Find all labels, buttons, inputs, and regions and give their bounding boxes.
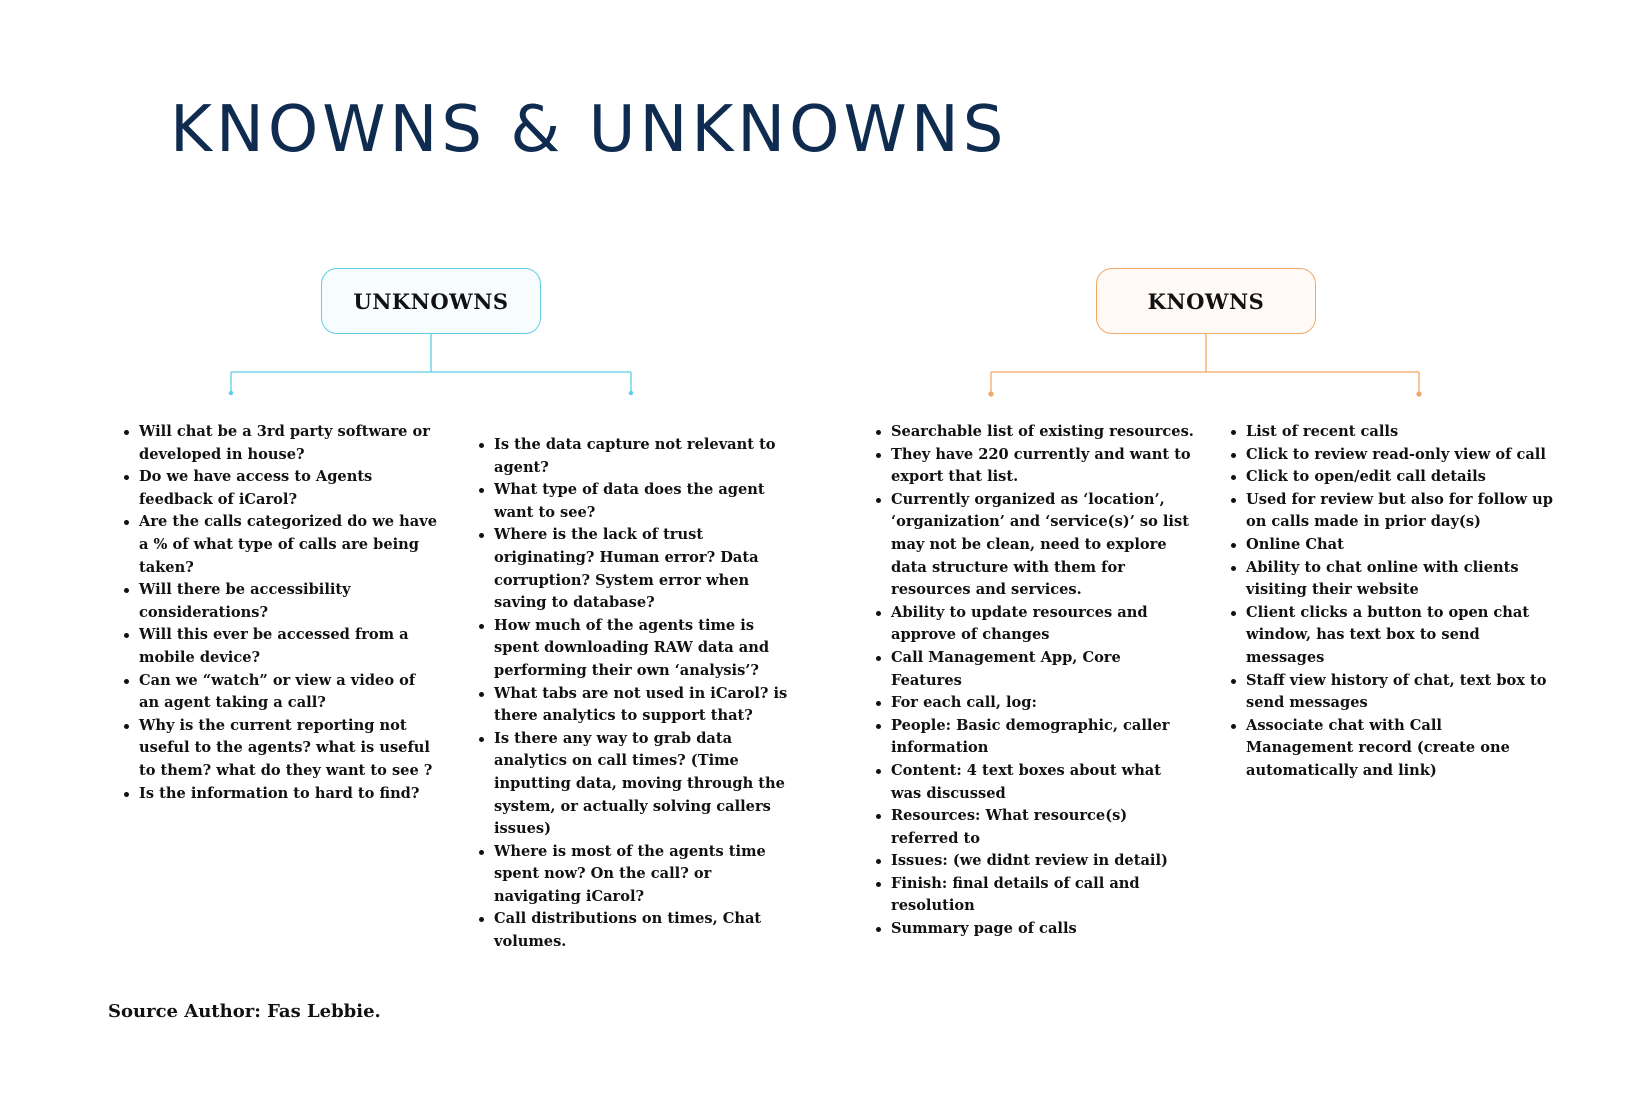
list-item: Click to open/edit call details [1231, 466, 1553, 489]
unknowns-list-right [479, 434, 797, 954]
source-author: Source Author: Fas Lebbie. [108, 1001, 381, 1022]
unknowns-connector [231, 334, 631, 392]
list-item: Where is most of the agents time spent now? On the call? or navigating iCarol? [479, 841, 797, 909]
list-item: Resources: What resource(s) referred to [876, 805, 1194, 850]
knowns-list-left [876, 421, 1194, 941]
list-item: Currently organized as ‘location’, ‘organization’ and ‘service(s)’ so list may not be clean, need to explore data structure with them for resources and services. [876, 489, 1194, 602]
list-item: For each call, log: [876, 692, 1194, 715]
list-item: Call Management App, Core Features [876, 647, 1194, 692]
knowns-connector [991, 334, 1419, 392]
list-item: Ability to chat online with clients visiting their website [1231, 557, 1553, 602]
list-item: Associate chat with Call Management record (create one automatically and link) [1231, 715, 1553, 783]
list-item: Is there any way to grab data analytics on call times? (Time inputting data, moving through the system, or actually solving callers issues) [479, 728, 797, 841]
list-item: Can we “watch” or view a video of an agent taking a call? [124, 670, 440, 715]
list-item: Will chat be a 3rd party software or developed in house? [124, 421, 440, 466]
list-item: Why is the current reporting not useful to the agents? what is useful to them? what do they want to see ? [124, 715, 440, 783]
list-item: Used for review but also for follow up on calls made in prior day(s) [1231, 489, 1553, 534]
list-item: Issues: (we didnt review in detail) [876, 850, 1194, 873]
unknowns-right-node [629, 391, 633, 395]
list-item: What tabs are not used in iCarol? is there analytics to support that? [479, 683, 797, 728]
knowns-list-right [1231, 421, 1553, 783]
list-item: Will there be accessibility considerations? [124, 579, 440, 624]
list-item: Is the information to hard to find? [124, 783, 440, 806]
list-item: Online Chat [1231, 534, 1553, 557]
unknowns-box: UNKNOWNS [321, 268, 541, 334]
list-item: What type of data does the agent want to see? [479, 479, 797, 524]
list-item: People: Basic demographic, caller information [876, 715, 1194, 760]
list-item: Summary page of calls [876, 918, 1194, 941]
list-item: Is the data capture not relevant to agent? [479, 434, 797, 479]
list-item: How much of the agents time is spent downloading RAW data and performing their own ‘analysis’? [479, 615, 797, 683]
knowns-box: KNOWNS [1096, 268, 1316, 334]
list-item: They have 220 currently and want to export that list. [876, 444, 1194, 489]
list-item: Content: 4 text boxes about what was discussed [876, 760, 1194, 805]
knowns-right-node [1416, 391, 1421, 396]
list-item: Call distributions on times, Chat volumes. [479, 908, 797, 953]
list-item: Finish: final details of call and resolution [876, 873, 1194, 918]
list-item: Staff view history of chat, text box to send messages [1231, 670, 1553, 715]
list-item: Where is the lack of trust originating? Human error? Data corruption? System error when saving to database? [479, 524, 797, 614]
knowns-left-node [988, 391, 993, 396]
list-item: Ability to update resources and approve of changes [876, 602, 1194, 647]
unknowns-left-node [229, 391, 233, 395]
list-item: Do we have access to Agents feedback of iCarol? [124, 466, 440, 511]
list-item: Client clicks a button to open chat window, has text box to send messages [1231, 602, 1553, 670]
list-item: List of recent calls [1231, 421, 1553, 444]
list-item: Searchable list of existing resources. [876, 421, 1194, 444]
list-item: Will this ever be accessed from a mobile device? [124, 624, 440, 669]
page-title: KNOWNS & UNKNOWNS [170, 93, 1008, 167]
list-item: Click to review read-only view of call [1231, 444, 1553, 467]
unknowns-list-left [124, 421, 440, 805]
list-item: Are the calls categorized do we have a % of what type of calls are being taken? [124, 511, 440, 579]
